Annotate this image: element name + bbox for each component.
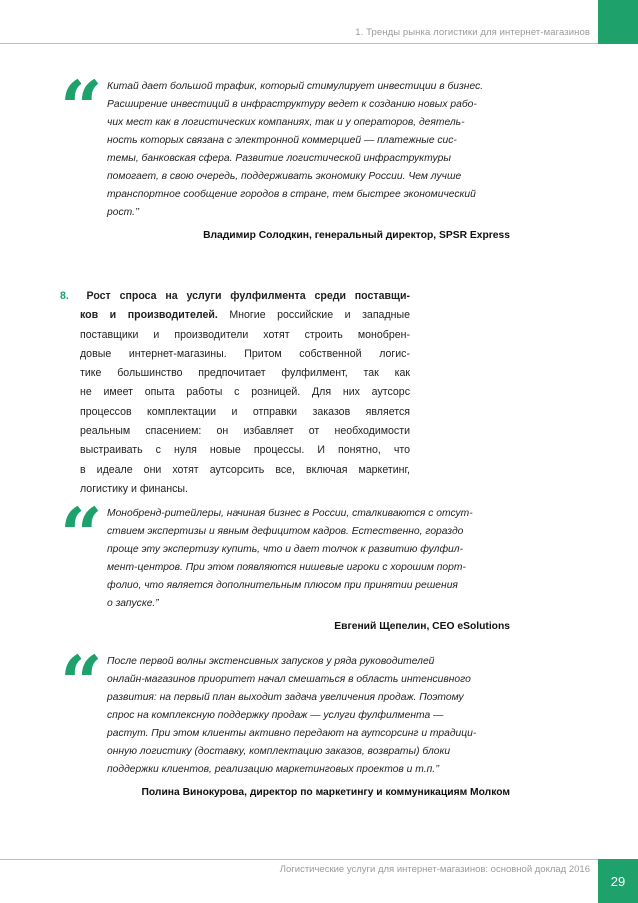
para-line: не имеет опыта работы с розницей. Для них аутсорс xyxy=(80,386,410,399)
para-line: логистику и финансы. xyxy=(80,482,188,495)
quote-solodkin xyxy=(60,66,510,241)
quote-mark-icon: “ xyxy=(60,493,103,579)
footer-divider xyxy=(0,859,598,860)
para-line: выстраивать с нуля новые процессы. И понятно, что xyxy=(80,444,410,457)
quote-line: ность которых связана с электронной коммерцией — платежные сис- xyxy=(107,135,457,146)
page-number: 29 xyxy=(598,859,638,903)
list-item-8 xyxy=(60,287,410,499)
quote-line: спрос на комплексную поддержку продаж — услуги фулфилмента — xyxy=(107,710,444,721)
para-line: реальным спасением: он избавляет от необходимости xyxy=(80,425,410,438)
quote-mark-icon: “ xyxy=(60,66,103,152)
running-footer: Логистические услуги для интернет-магазинов: основной доклад 2016 xyxy=(279,864,590,875)
quote-author: Полина Винокурова, директор по маркетингу и коммуникациям Молком xyxy=(141,787,510,798)
quote-line: онную логистику (доставку, комплектацию заказов, возвраты) блоки xyxy=(107,746,451,757)
header-color-tab xyxy=(598,0,638,44)
quote-vinokurova xyxy=(60,641,510,798)
running-header: 1. Тренды рынка логистики для интернет-магазинов xyxy=(355,27,590,38)
para-line: в идеале они хотят аутсорсить все, включая маркетинг, xyxy=(80,463,410,476)
para-text: Многие российские и западные xyxy=(217,309,410,322)
para-line: процессов комплектации и отправки заказов является xyxy=(80,405,410,418)
item-number: 8. xyxy=(60,290,69,302)
quote-line: о запуске.” xyxy=(107,598,159,609)
quote-line: Расширение инвестиций в инфраструктуру ведет к созданию новых рабо- xyxy=(107,99,477,110)
quote-text xyxy=(107,505,510,613)
para-line: тике большинство предпочитает фулфилмент, так как xyxy=(80,367,410,380)
quote-mark-icon: “ xyxy=(60,641,103,727)
quote-line: ствием экспертизы и явным дефицитом кадров. Естественно, гораздо xyxy=(107,526,464,537)
quote-line: Монобренд-ритейлеры, начиная бизнес в России, сталкиваются с отсут- xyxy=(107,508,473,519)
para-line xyxy=(60,287,410,306)
quote-line: помогает, в свою очередь, поддерживать экономику России. Чем лучше xyxy=(107,171,462,182)
quote-line: темы, банковская сфера. Развитие логистической инфраструктуры xyxy=(107,153,451,164)
item-heading-cont: ков и производителей. xyxy=(80,309,218,322)
quote-line: развития: на первый план выходит задача увеличения продаж. Поэтому xyxy=(107,692,464,703)
quote-text xyxy=(107,653,510,779)
para-line xyxy=(60,306,410,325)
quote-line: растут. При этом клиенты активно передают на аутсорсинг и традици- xyxy=(107,728,477,739)
quote-line: поддержки клиентов, реализацию маркетинговых проектов и т.п.’’ xyxy=(107,764,440,775)
para-line: поставщики и производители хотят строить монобрен- xyxy=(80,328,410,341)
quote-line: чих мест как в логистических компаниях, так и у операторов, деятель- xyxy=(107,117,465,128)
quote-text xyxy=(107,78,510,222)
quote-shchepelin xyxy=(60,493,510,632)
item-heading: Рост спроса на услуги фулфилмента среди поставщи- xyxy=(86,290,410,302)
quote-line: рост.’’ xyxy=(107,207,140,218)
quote-author: Владимир Солодкин, генеральный директор, SPSR Express xyxy=(203,230,510,241)
quote-line: После первой волны экстенсивных запусков у ряда руководителей xyxy=(107,656,435,667)
header-divider xyxy=(0,43,598,44)
quote-line: фолио, что является дополнительным плюсом при принятии решения xyxy=(107,580,458,591)
quote-line: проще эту экспертизу купить, что и дает толчок к развитию фулфил- xyxy=(107,544,464,555)
quote-line: транспортное сообщение городов в стране, тем быстрее экономический xyxy=(107,189,476,200)
quote-line: онлайн-магазинов приоритет начал смешаться в область интенсивного xyxy=(107,674,471,685)
quote-author: Евгений Щепелин, CEO eSolutions xyxy=(334,621,510,632)
quote-line: мент-центров. При этом появляются нишевые игроки с хорошим порт- xyxy=(107,562,466,573)
para-line: довые интернет-магазины. Притом собственной логис- xyxy=(80,347,410,360)
quote-line: Китай дает большой трафик, который стимулирует инвестиции в бизнес. xyxy=(107,81,484,92)
